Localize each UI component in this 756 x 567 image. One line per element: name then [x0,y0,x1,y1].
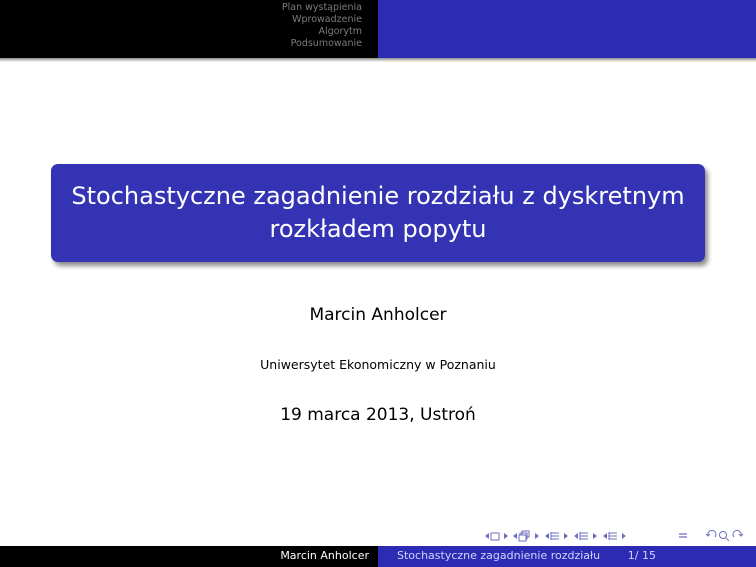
footer-page-number: 1/ 15 [627,549,656,562]
next-frame-icon[interactable] [502,530,510,542]
align-icon[interactable] [678,530,688,542]
presentation-title: Stochastyczne zagadnienie rozdziału z dyskretnym rozkładem popytu [71,182,685,243]
subsection-icon[interactable] [518,530,532,542]
back-icon[interactable] [705,530,717,542]
next-doc-icon[interactable] [620,530,628,542]
document-icon[interactable] [608,530,618,542]
institute-name: Uniwersytet Ekonomiczny w Poznaniu [260,357,496,372]
section-navigation [282,2,362,50]
footer-left-bar [0,546,378,567]
header-right-bar [378,0,756,58]
subsection-list-icon[interactable] [579,530,589,542]
footer-short-title: Stochastyczne zagadnienie rozdziału [397,549,601,562]
section-icon[interactable] [550,530,560,542]
header-shadow [0,58,756,62]
nav-item-wprowadzenie[interactable]: Wprowadzenie [292,14,362,25]
next-subsection-icon-2[interactable] [591,530,599,542]
footer-right-bar [378,546,756,567]
nav-item-plan[interactable]: Plan wystąpienia [281,2,362,13]
nav-item-algorytm[interactable]: Algorytm [318,26,362,37]
frame-icon[interactable] [490,530,500,542]
forward-icon[interactable] [732,530,744,542]
title-block [51,164,705,262]
next-section-icon[interactable] [562,530,570,542]
author-name: Marcin Anholcer [309,305,447,325]
nav-item-podsumowanie[interactable]: Podsumowanie [290,38,362,49]
next-subsection-icon[interactable] [533,530,541,542]
footer-author: Marcin Anholcer [280,549,369,562]
presentation-date: 19 marca 2013, Ustroń [280,405,476,425]
search-icon[interactable] [718,530,730,542]
